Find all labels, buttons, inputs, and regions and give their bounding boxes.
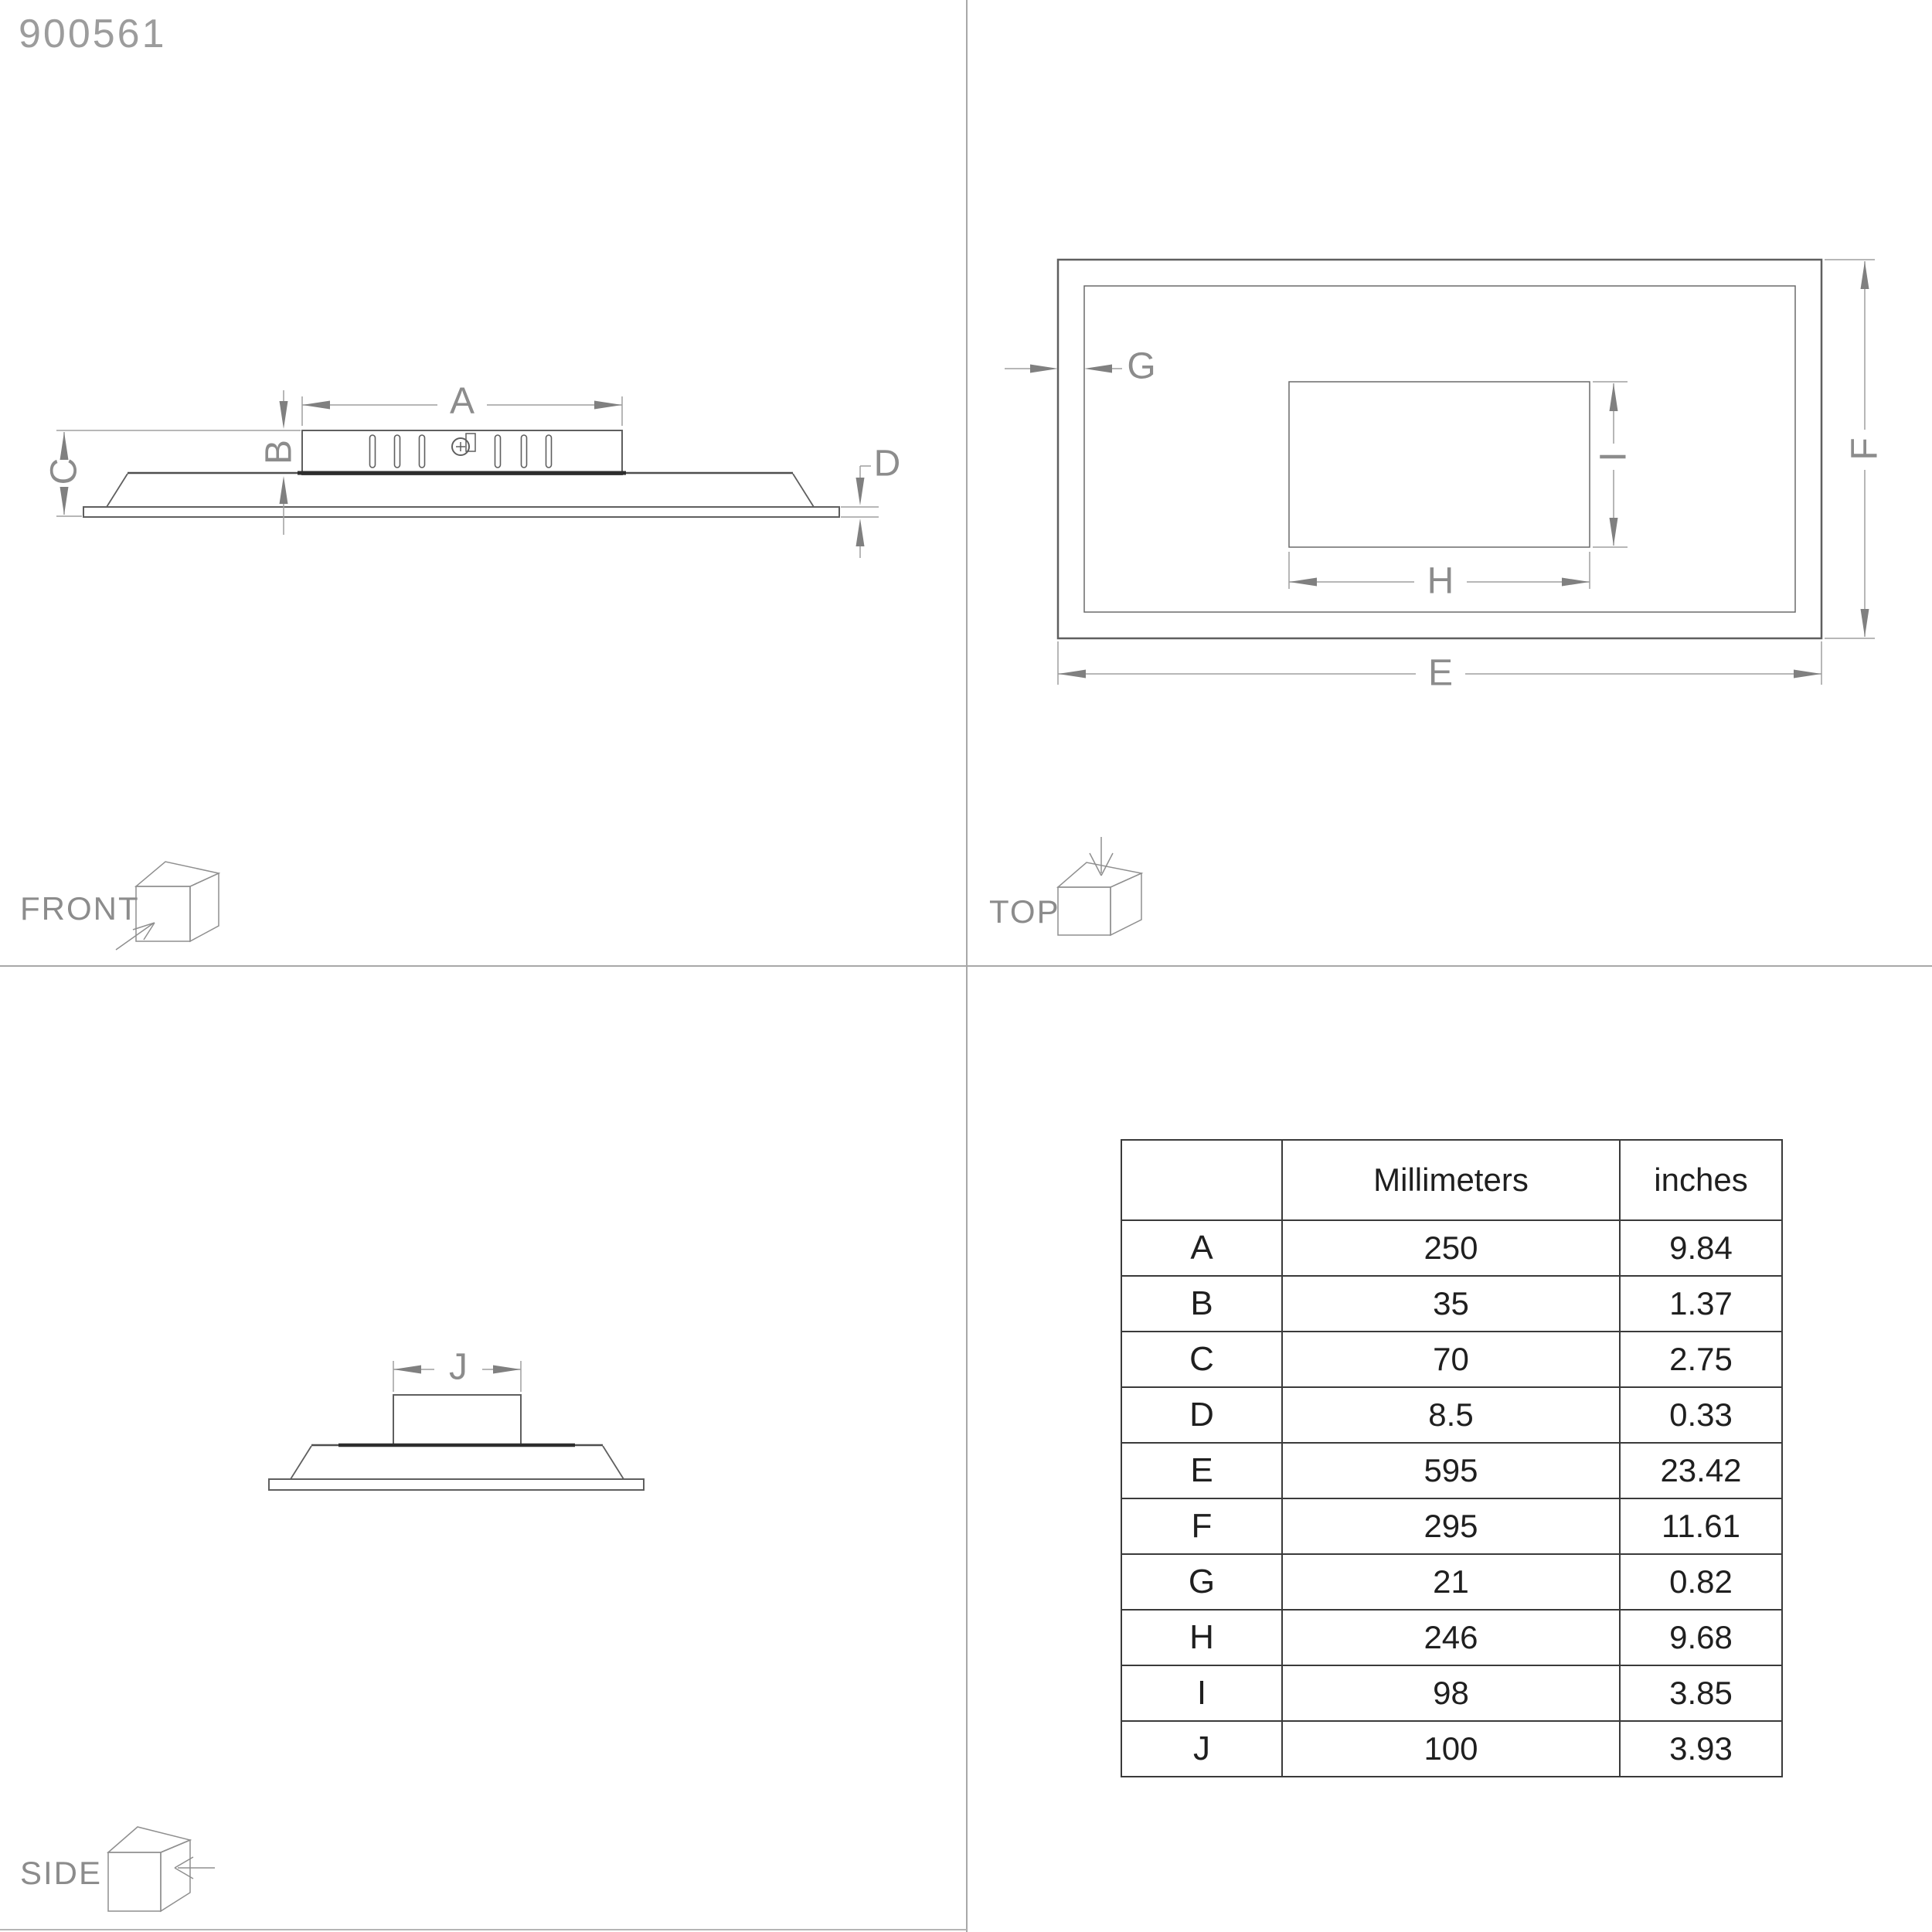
cell-dim: G — [1121, 1554, 1282, 1610]
cell-dim: A — [1121, 1220, 1282, 1276]
cell-mm: 295 — [1282, 1498, 1620, 1554]
cell-mm: 8.5 — [1282, 1387, 1620, 1443]
table-row-d — [1121, 1387, 1782, 1443]
cell-inches: 3.93 — [1620, 1721, 1782, 1777]
table-row-h — [1121, 1610, 1782, 1665]
cell-inches: 9.84 — [1620, 1220, 1782, 1276]
dim-label-a: A — [449, 380, 475, 422]
table-row-g — [1121, 1554, 1782, 1610]
dim-label-h: H — [1427, 560, 1454, 602]
top-view-cube-icon — [1058, 837, 1141, 935]
cell-mm: 70 — [1282, 1332, 1620, 1387]
cell-dim: F — [1121, 1498, 1282, 1554]
cell-dim: I — [1121, 1665, 1282, 1721]
cell-inches: 1.37 — [1620, 1276, 1782, 1332]
cell-mm: 246 — [1282, 1610, 1620, 1665]
table-row-a — [1121, 1220, 1782, 1276]
header-dim — [1121, 1140, 1282, 1220]
cell-inches: 2.75 — [1620, 1332, 1782, 1387]
cell-dim: H — [1121, 1610, 1282, 1665]
table-row-b — [1121, 1276, 1782, 1332]
cell-mm: 100 — [1282, 1721, 1620, 1777]
cell-mm: 250 — [1282, 1220, 1620, 1276]
cell-dim: B — [1121, 1276, 1282, 1332]
cell-inches: 9.68 — [1620, 1610, 1782, 1665]
table-row-j — [1121, 1721, 1782, 1777]
dim-label-i: I — [1593, 451, 1634, 462]
cell-dim: C — [1121, 1332, 1282, 1387]
header-inches: inches — [1620, 1140, 1782, 1220]
cell-inches: 23.42 — [1620, 1443, 1782, 1498]
table-header-row — [1121, 1140, 1782, 1220]
dim-label-f: F — [1844, 437, 1886, 461]
cell-inches: 0.82 — [1620, 1554, 1782, 1610]
cell-inches: 11.61 — [1620, 1498, 1782, 1554]
table-row-f — [1121, 1498, 1782, 1554]
cell-mm: 98 — [1282, 1665, 1620, 1721]
table-row-e — [1121, 1443, 1782, 1498]
cell-mm: 21 — [1282, 1554, 1620, 1610]
top-view-dimensions — [1005, 260, 1875, 685]
top-view-label: TOP — [989, 893, 1060, 930]
cell-mm: 35 — [1282, 1276, 1620, 1332]
dim-label-b: B — [258, 439, 300, 465]
front-view-drawing — [83, 430, 839, 517]
side-view-label: SIDE — [20, 1855, 103, 1891]
header-mm: Millimeters — [1282, 1140, 1620, 1220]
cell-inches: 3.85 — [1620, 1665, 1782, 1721]
cell-mm: 595 — [1282, 1443, 1620, 1498]
dim-label-j: J — [449, 1346, 468, 1388]
cell-dim: D — [1121, 1387, 1282, 1443]
dimension-table — [1121, 1139, 1783, 1777]
dim-label-d: D — [873, 443, 901, 485]
table-row-c — [1121, 1332, 1782, 1387]
table-row-i — [1121, 1665, 1782, 1721]
cell-inches: 0.33 — [1620, 1387, 1782, 1443]
cell-dim: J — [1121, 1721, 1282, 1777]
side-view-cube-icon — [108, 1827, 215, 1911]
dim-label-g: G — [1127, 345, 1156, 387]
dim-label-e: E — [1427, 652, 1454, 694]
dim-label-c: C — [43, 457, 85, 485]
side-view-drawing — [269, 1395, 644, 1490]
product-code: 900561 — [19, 12, 167, 56]
front-view-label: FRONT — [20, 890, 140, 927]
cell-dim: E — [1121, 1443, 1282, 1498]
